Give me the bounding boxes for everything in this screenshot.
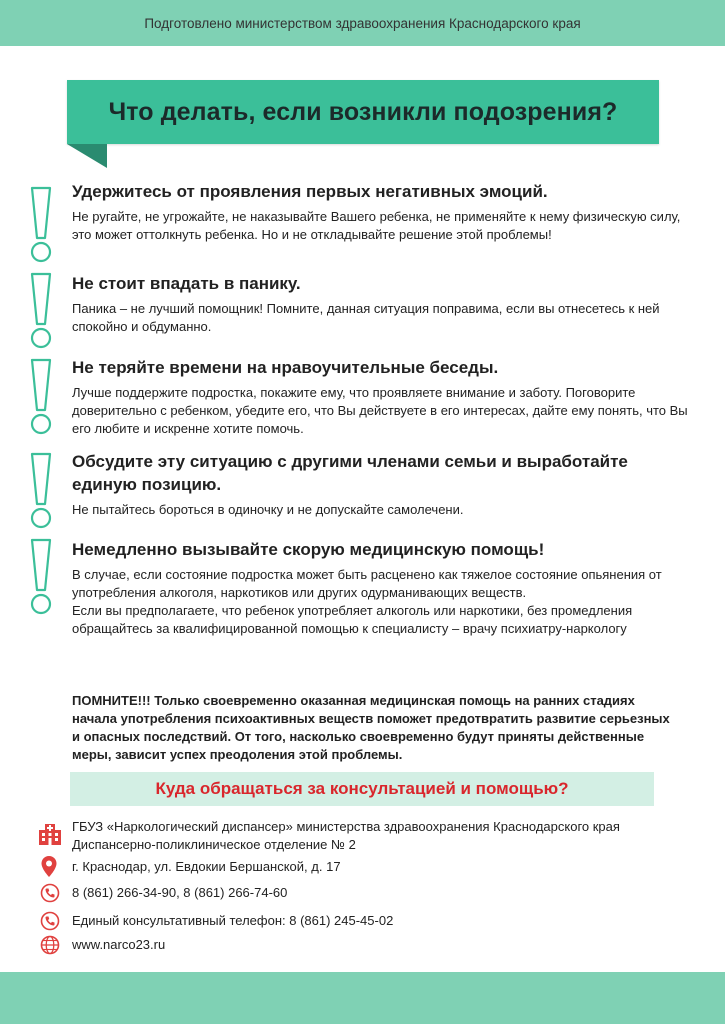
address: г. Краснодар, ул. Евдокии Бершанской, д. 17: [72, 859, 341, 874]
prepared-by-text: Подготовлено министерством здравоохранения Краснодарского края: [144, 15, 581, 31]
advice-text: Паника – не лучший помощник! Помните, данная ситуация поправима, если вы отнесетесь к ней спокойно и обдуманно.: [72, 301, 660, 334]
advice-text: В случае, если состояние подростка может быть расценено как тяжелое состояние опьянения от употребления алкоголя, наркотиков или других одурманивающих веществ.: [72, 567, 662, 600]
title-banner: [67, 80, 659, 144]
exclamation-icon: [28, 186, 54, 264]
advice-heading: Не стоит впадать в панику.: [72, 274, 301, 293]
advice-item-4: [72, 450, 692, 519]
bottom-banner: [0, 972, 725, 1024]
advice-text-2: Если вы предполагаете, что ребенок употребляет алкоголь или наркотики, без промедления обращайтесь за квалифицированной помощью к специалисту – врачу психиатру-наркологу: [72, 603, 633, 636]
advice-item-5: [72, 538, 692, 638]
hospital-icon: [36, 822, 64, 846]
exclamation-icon: [28, 452, 54, 530]
globe-icon: [40, 935, 60, 955]
advice-heading: Обсудите эту ситуацию с другими членами семьи и выработайте единую позицию.: [72, 452, 628, 494]
phone-icon: [40, 911, 60, 931]
advice-text: Лучше поддержите подростка, покажите ему, что проявляете внимание и заботу. Поговорите доверительно с ребенком, убедите его, что Вы действуете в его интересах, дайте ему понять, что Вы его любите и искренне хотите помочь.: [72, 385, 688, 436]
advice-item-3: [72, 356, 692, 438]
where-to-go-banner: [70, 772, 654, 806]
advice-text: Не ругайте, не угрожайте, не наказывайте Вашего ребенка, не применяйте к нему физическую силу, это может оттолкнуть ребенка. Но и не откладывайте решение этой проблемы!: [72, 209, 681, 242]
advice-text: Не пытайтесь бороться в одиночку и не допускайте самолечени.: [72, 502, 464, 517]
advice-heading: Не теряйте времени на нравоучительные беседы.: [72, 358, 499, 377]
top-banner: [0, 0, 725, 46]
hotline[interactable]: Единый консультативный телефон: 8 (861) 245-45-02: [72, 913, 394, 928]
where-to-go-heading: Куда обращаться за консультацией и помощью?: [155, 779, 569, 798]
org-name-line1: ГБУЗ «Наркологический диспансер» министерства здравоохранения Краснодарского края: [72, 819, 620, 834]
exclamation-icon: [28, 538, 54, 616]
remember-note: ПОМНИТЕ!!! Только своевременно оказанная медицинская помощь на ранних стадиях начала употребления психоактивных веществ поможет предотвратить развитие серьезных и опасных последствий. От того, насколько своевременно будут приняты действенные меры, зависит успех преодоления этой проблемы.: [72, 693, 670, 762]
phone-numbers[interactable]: 8 (861) 266-34-90, 8 (861) 266-74-60: [72, 885, 288, 900]
phone-icon: [40, 883, 60, 903]
location-pin-icon: [40, 855, 58, 879]
advice-item-2: [72, 272, 692, 336]
exclamation-icon: [28, 358, 54, 436]
banner-fold: [67, 144, 107, 168]
advice-heading: Немедленно вызывайте скорую медицинскую помощь!: [72, 540, 545, 559]
advice-item-1: [72, 180, 692, 244]
org-name-line2: Диспансерно-поликлиническое отделение № 2: [72, 837, 356, 852]
page-title: Что делать, если возникли подозрения?: [108, 97, 618, 126]
advice-heading: Удержитесь от проявления первых негативных эмоций.: [72, 182, 548, 201]
exclamation-icon: [28, 272, 54, 350]
org-name: [72, 818, 620, 854]
website-link[interactable]: www.narco23.ru: [72, 937, 166, 952]
